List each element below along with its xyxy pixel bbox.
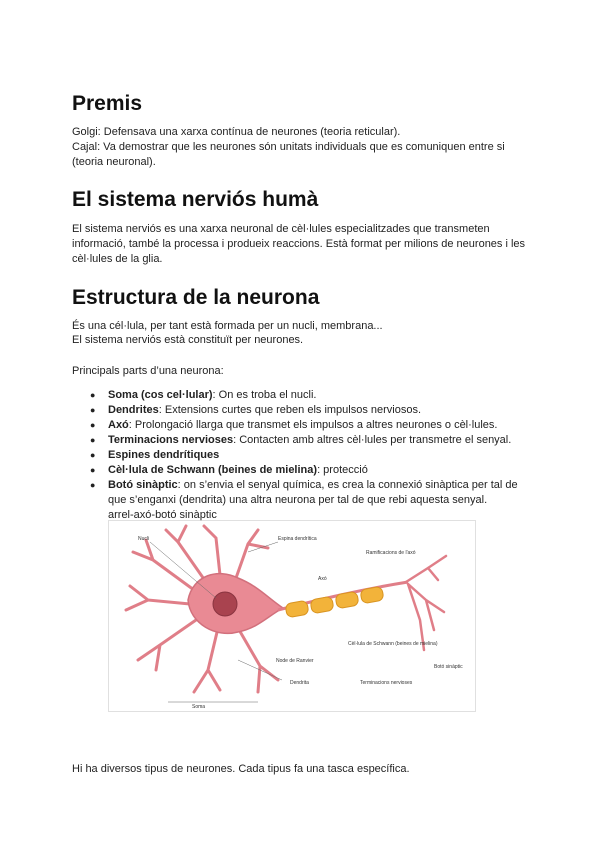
- list-item: ● Axó: Prolongació llarga que transmet els impulsos a altres neurones o cèl·lules.: [90, 418, 520, 433]
- label-axo: Axó: [318, 576, 327, 582]
- label-dendrita: Dendrita: [290, 680, 309, 686]
- nucleus: [213, 592, 237, 616]
- label-nucli: Nucli: [138, 536, 150, 542]
- list-item: ● Cèl·lula de Schwann (beines de mielina): protecció: [90, 463, 520, 478]
- golgi-line: Golgi: Defensava una xarxa contínua de neurones (teoria reticular).: [72, 126, 401, 138]
- closing-paragraph: Hi ha diversos tipus de neurones. Cada tipus fa una tasca específica.: [72, 763, 410, 775]
- heading-sistema-nervios: El sistema nerviós humà: [72, 188, 319, 211]
- sistema-nervios-paragraph: El sistema nerviós es una xarxa neuronal de cèl·lules especialitzades que transmeten informació, també la processa i produeix reaccions. Està format per milions de neurones i les cèl·lules de la glia.: [72, 223, 526, 265]
- list-item: ● Terminacions nervioses: Contacten amb altres cèl·lules per transmetre el senyal.: [90, 433, 520, 448]
- label-soma: Soma: [192, 704, 206, 710]
- heading-premis: Premis: [72, 92, 143, 115]
- label-boto: Botó sinàptic: [434, 664, 463, 670]
- label-espina: Espina dendrítica: [278, 536, 317, 542]
- cajal-line: Cajal: Va demostrar que les neurones són unitats individuals que es comuniquen entre si (teoria neuronal).: [72, 141, 505, 168]
- list-item: ● Soma (cos cel·lular): On es troba el nucli.: [90, 388, 520, 403]
- list-item: ● Botó sinàptic: on s’envia el senyal química, es crea la connexió sinàptica per tal de que s’enganxi (dendrita) una altra neurona per tal de que rebi aquesta senyal. arrel-axó-botó sinàptic: [90, 478, 520, 523]
- label-terminacions: Terminacions nervioses: [360, 680, 413, 686]
- label-schwann: Cèl·lula de Schwann (beines de mielina): [348, 641, 438, 647]
- label-ramificacions: Ramificacions de l'axó: [366, 550, 416, 556]
- neurona-line-1: És una cél·lula, per tant està formada per un nucli, membrana...: [72, 320, 383, 332]
- list-item: ● Espines dendrítiques: [90, 448, 520, 463]
- parts-intro: Principals parts d’una neurona:: [72, 365, 224, 377]
- label-ranvier: Node de Ranvier: [276, 658, 314, 664]
- neuron-parts-list: [90, 388, 520, 523]
- neuron-diagram: [108, 520, 476, 712]
- list-item: ● Dendrites: Extensions curtes que reben els impulsos nerviosos.: [90, 403, 520, 418]
- neurona-line-2: El sistema nerviós està constituït per neurones.: [72, 334, 304, 346]
- heading-estructura-neurona: Estructura de la neurona: [72, 286, 320, 309]
- signal-path: arrel-axó-botó sinàptic: [108, 509, 217, 521]
